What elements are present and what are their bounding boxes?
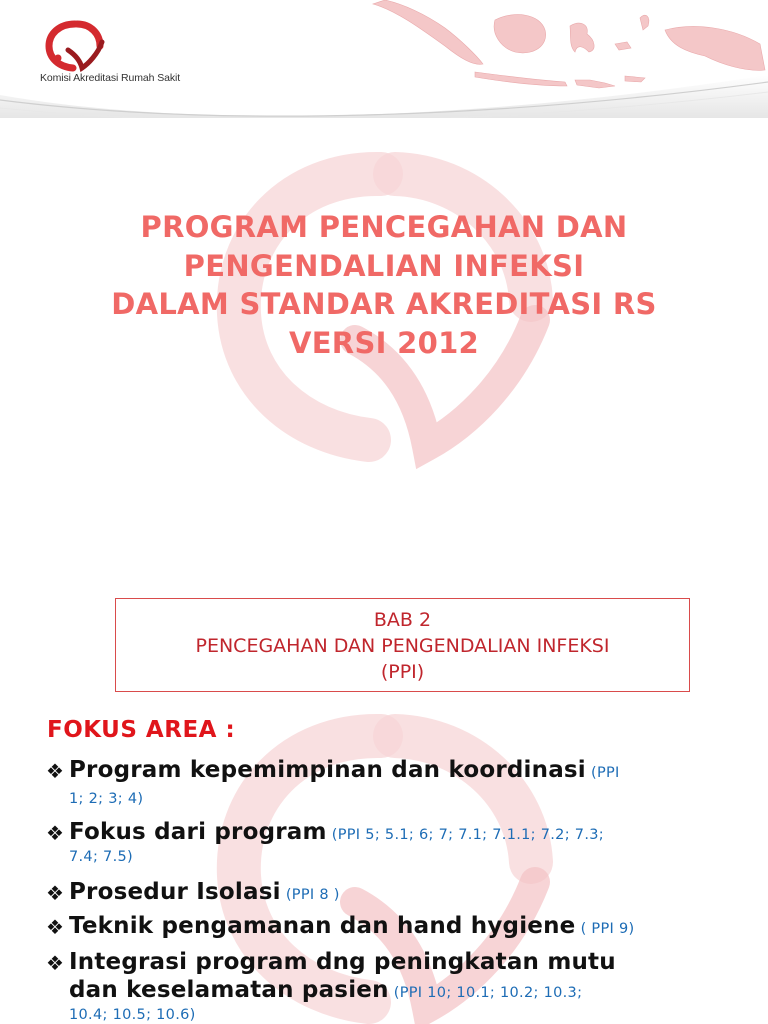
item-text: Prosedur Isolasi [69,879,281,905]
indonesia-map-graphic [365,0,768,92]
diamond-bullet-icon: ❖ [46,915,64,939]
list-item [44,756,744,818]
focus-area-heading: FOKUS AREA : [47,717,236,743]
slide-title [60,208,708,362]
kars-logo-icon [44,20,106,72]
diamond-bullet-icon: ❖ [46,759,64,783]
item-reference: 1; 2; 3; 4) [69,791,144,807]
item-reference: (PPI [590,765,620,781]
item-reference: (PPI 5; 5.1; 6; 7; 7.1; 7.1.1; 7.2; 7.3; [331,827,604,843]
title-line: PENGENDALIAN INFEKSI [183,248,585,283]
chapter-abbrev: (PPI) [380,661,425,683]
chapter-title: PENCEGAHAN DAN PENGENDALIAN INFEKSI [195,635,610,657]
diamond-bullet-icon: ❖ [46,951,64,975]
item-text: Program kepemimpinan dan koordinasi [69,757,586,783]
logo-caption: Komisi Akreditasi Rumah Sakit [40,72,181,84]
content-slide [0,512,768,1024]
item-text: Fokus dari program [69,819,327,845]
diamond-bullet-icon: ❖ [46,821,64,845]
list-item [44,818,744,878]
title-line: PROGRAM PENCEGAHAN DAN [140,210,628,244]
item-text: dan keselamatan pasien [69,977,389,1003]
diamond-bullet-icon: ❖ [46,881,64,905]
title-line: DALAM STANDAR AKREDITASI RS [111,287,657,321]
item-reference: (PPI 10; 10.1; 10.2; 10.3; [393,985,583,1001]
item-reference: 7.4; 7.5) [69,849,133,865]
list-item [44,948,744,1023]
title-line: VERSI 2012 [288,325,480,360]
list-item [44,878,744,912]
focus-list [44,756,744,1023]
item-reference: (PPI 8 ) [285,887,340,903]
chapter-number: BAB 2 [373,609,432,631]
item-reference: 10.4; 10.5; 10.6) [69,1007,196,1023]
list-item [44,912,744,948]
item-reference: ( PPI 9) [580,921,635,937]
chapter-box [115,598,690,692]
item-text: Teknik pengamanan dan hand hygiene [69,913,576,939]
item-text: Integrasi program dng peningkatan mutu [69,949,616,975]
